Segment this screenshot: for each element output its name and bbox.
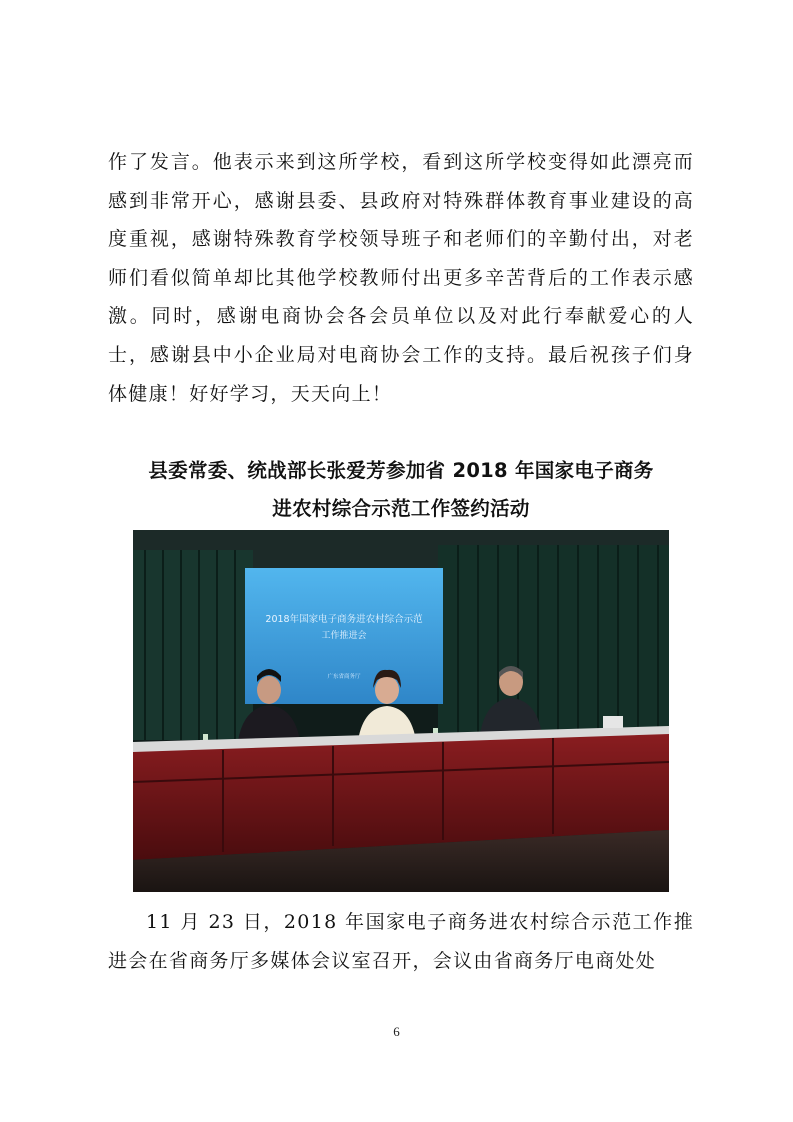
screen-subtitle: 工作推进会: [321, 631, 367, 641]
body-paragraph-2: 11 月 23 日，2018 年国家电子商务进农村综合示范工作推进会在省商务厅多媒体会议室召开，会议由省商务厅电商处处: [108, 911, 694, 972]
body-paragraph-1: 作了发言。他表示来到这所学校，看到这所学校变得如此漂亮而感到非常开心，感谢县委、县政府对特殊群体教育事业建设的高度重视，感谢特殊教育学校领导班子和老师们的辛勤付出，对老师们看似简单却比其他学校教师付出更多辛苦背后的工作表示感激。同时，感谢电商协会各会员单位以及对此行奉献爱心的人士，感谢县中小企业局对电商协会工作的支持。最后祝孩子们身体健康！好好学习，天天向上！: [108, 151, 694, 405]
page-number: 6: [393, 1024, 400, 1039]
curtain-right: [438, 545, 669, 745]
screen-organizer: 广东省商务厅: [327, 674, 361, 680]
signing-ceremony-photo: [133, 530, 669, 892]
section-heading: [108, 452, 694, 528]
screen-title: 2018年国家电子商务进农村综合示范: [265, 614, 423, 625]
heading-line-2: 进农村综合示范工作签约活动: [272, 497, 530, 520]
heading-line-1: 县委常委、统战部长张爱芳参加省 2018 年国家电子商务: [148, 459, 654, 482]
